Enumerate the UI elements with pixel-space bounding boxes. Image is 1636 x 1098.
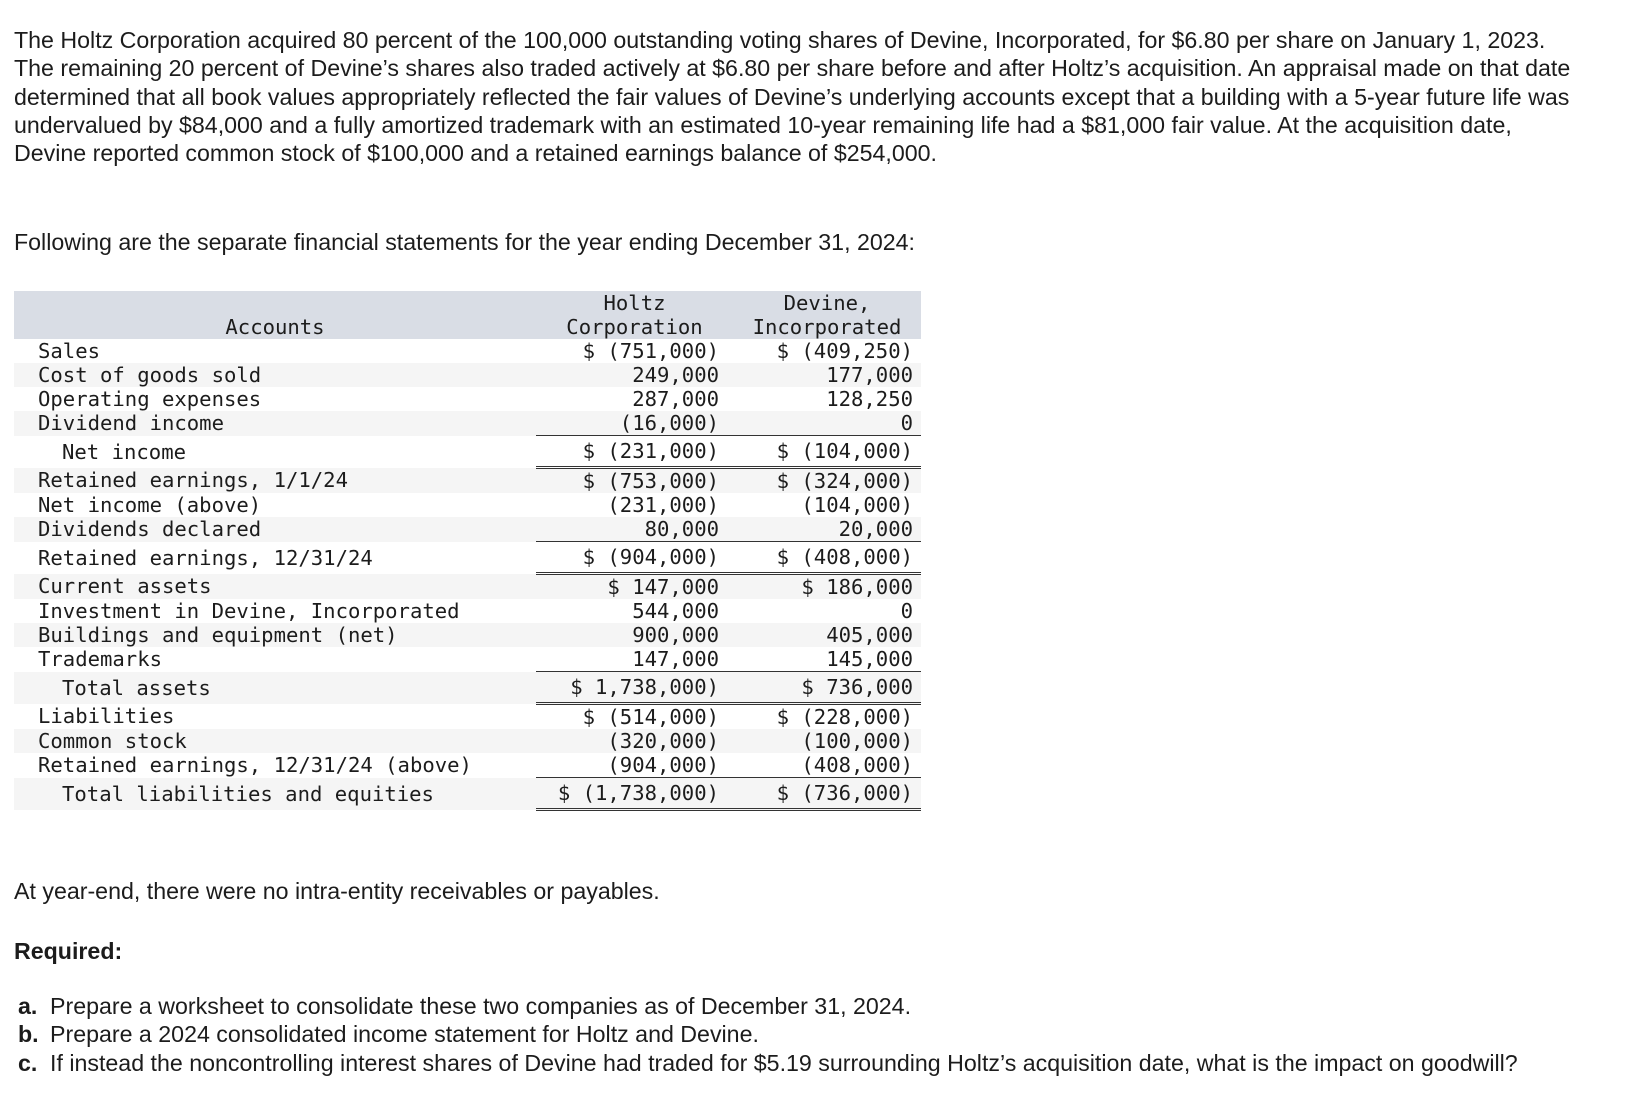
requirements-list [18,992,1578,1077]
holtz-value: $ 1,738,000) [536,672,733,704]
holtz-value: (16,000) [536,411,733,436]
row-label: Dividend income [14,411,536,436]
devine-value: (408,000) [801,753,913,777]
devine-value: 145,000 [826,647,913,671]
header-devine: Devine, Incorporated [733,291,921,339]
devine-value: $ 186,000 [733,574,921,600]
holtz-value: $ 147,000 [536,574,733,600]
holtz-value: (904,000) [607,753,719,777]
table-row [14,574,921,600]
devine-value: $ (324,000) [733,468,921,494]
devine-value: 20,000 [733,517,921,542]
row-label: Total liabilities and equities [14,778,536,810]
requirement-item [18,992,1578,1020]
row-label: Investment in Devine, Incorporated [38,599,460,623]
row-label: Operating expenses [38,387,262,411]
row-label: Current assets [14,574,536,600]
row-label: Retained earnings, 1/1/24 [14,468,536,494]
devine-value: (100,000) [733,729,921,753]
table-row [14,363,921,387]
row-label: Buildings and equipment (net) [14,623,536,647]
devine-value: $ (408,000) [733,542,921,574]
holtz-value: 900,000 [536,623,733,647]
holtz-value: (231,000) [607,493,719,517]
header-accounts: Accounts [14,291,536,339]
table-row [14,517,921,542]
requirement-item [18,1049,1578,1077]
row-label: Net income [62,439,186,464]
requirement-letter: a. [18,993,38,1019]
required-heading: Required: [14,938,123,964]
holtz-value: 80,000 [536,517,733,542]
row-label: Cost of goods sold [14,363,536,387]
requirement-text: If instead the noncontrolling interest shares of Devine had traded for $5.19 surrounding Holtz’s acquisition date, what is the impact on goodwill? [50,1049,1518,1076]
holtz-value: $ (514,000) [582,705,719,729]
devine-value: (104,000) [801,493,913,517]
devine-value: 0 [733,411,921,436]
statements-lead: Following are the separate financial statements for the year ending December 31, 2024: [14,229,915,255]
holtz-value: $ (1,738,000) [536,778,733,810]
table-row [14,387,921,411]
subtotal-row [14,672,921,704]
devine-value: 177,000 [733,363,921,387]
row-label: Retained earnings, 12/31/24 [38,545,373,570]
devine-value: 128,250 [826,387,913,411]
row-label: Trademarks [38,647,162,672]
devine-value: 0 [900,599,913,623]
holtz-value: $ (904,000) [536,542,733,574]
row-label: Liabilities [38,704,175,729]
row-label: Common stock [14,729,536,753]
row-label: Sales [38,339,100,363]
subtotal-row [14,778,921,810]
devine-value: $ (104,000) [733,436,921,468]
holtz-value: 249,000 [536,363,733,387]
table-row [14,729,921,753]
table-row [14,339,921,363]
holtz-value: $ (751,000) [582,339,719,363]
holtz-value: $ (231,000) [536,436,733,468]
table-row [14,468,921,494]
table-header-row [14,291,921,339]
table-row [14,599,921,623]
devine-value: $ (409,250) [776,339,913,363]
devine-value: $ (736,000) [733,778,921,810]
table-row [14,411,921,436]
table-row [14,753,921,778]
table-row [14,493,921,517]
holtz-value: 287,000 [632,387,719,411]
row-label: Net income (above) [38,493,262,517]
subtotal-row [14,436,921,468]
subtotal-row [14,542,921,574]
requirement-text: Prepare a 2024 consolidated income statement for Holtz and Devine. [50,1021,759,1048]
year-end-note: At year-end, there were no intra-entity receivables or payables. [14,878,660,904]
problem-page [14,26,1614,1076]
table-row [14,704,921,730]
requirement-text: Prepare a worksheet to consolidate these two companies as of December 31, 2024. [50,993,912,1019]
holtz-value: 544,000 [632,599,719,623]
row-label: Dividends declared [14,517,536,542]
header-holtz: Holtz Corporation [536,291,733,339]
row-label: Retained earnings, 12/31/24 (above) [38,753,472,778]
financial-statements-table [14,291,921,811]
row-label: Total assets [14,672,536,704]
devine-value: $ 736,000 [733,672,921,704]
holtz-value: $ (753,000) [536,468,733,494]
devine-value: 405,000 [733,623,921,647]
table-row [14,623,921,647]
requirement-letter: b. [18,1021,39,1048]
intro-paragraph: The Holtz Corporation acquired 80 percent of the 100,000 outstanding voting shares of Devine, Incorporated, for $6.80 per share on January 1, 2023. The remaining 20 percent of Devine’s shares also traded actively at $6.80 per share before and after Holtz’s acquisition. An appraisal made on that date determined that all book values appropriately reflected the fair values of Devine’s underlying accounts except that a building with a 5-year future life was undervalued by $84,000 and a fully amortized trademark with an estimated 10-year remaining life had a $81,000 fair value. At the acquisition date, Devine reported common stock of $100,000 and a retained earnings balance of $254,000. [14,27,1571,167]
holtz-value: 147,000 [632,647,719,671]
holtz-value: (320,000) [536,729,733,753]
table-row [14,647,921,672]
requirement-item [18,1020,1578,1048]
requirement-letter: c. [18,1049,38,1076]
devine-value: $ (228,000) [776,705,913,729]
